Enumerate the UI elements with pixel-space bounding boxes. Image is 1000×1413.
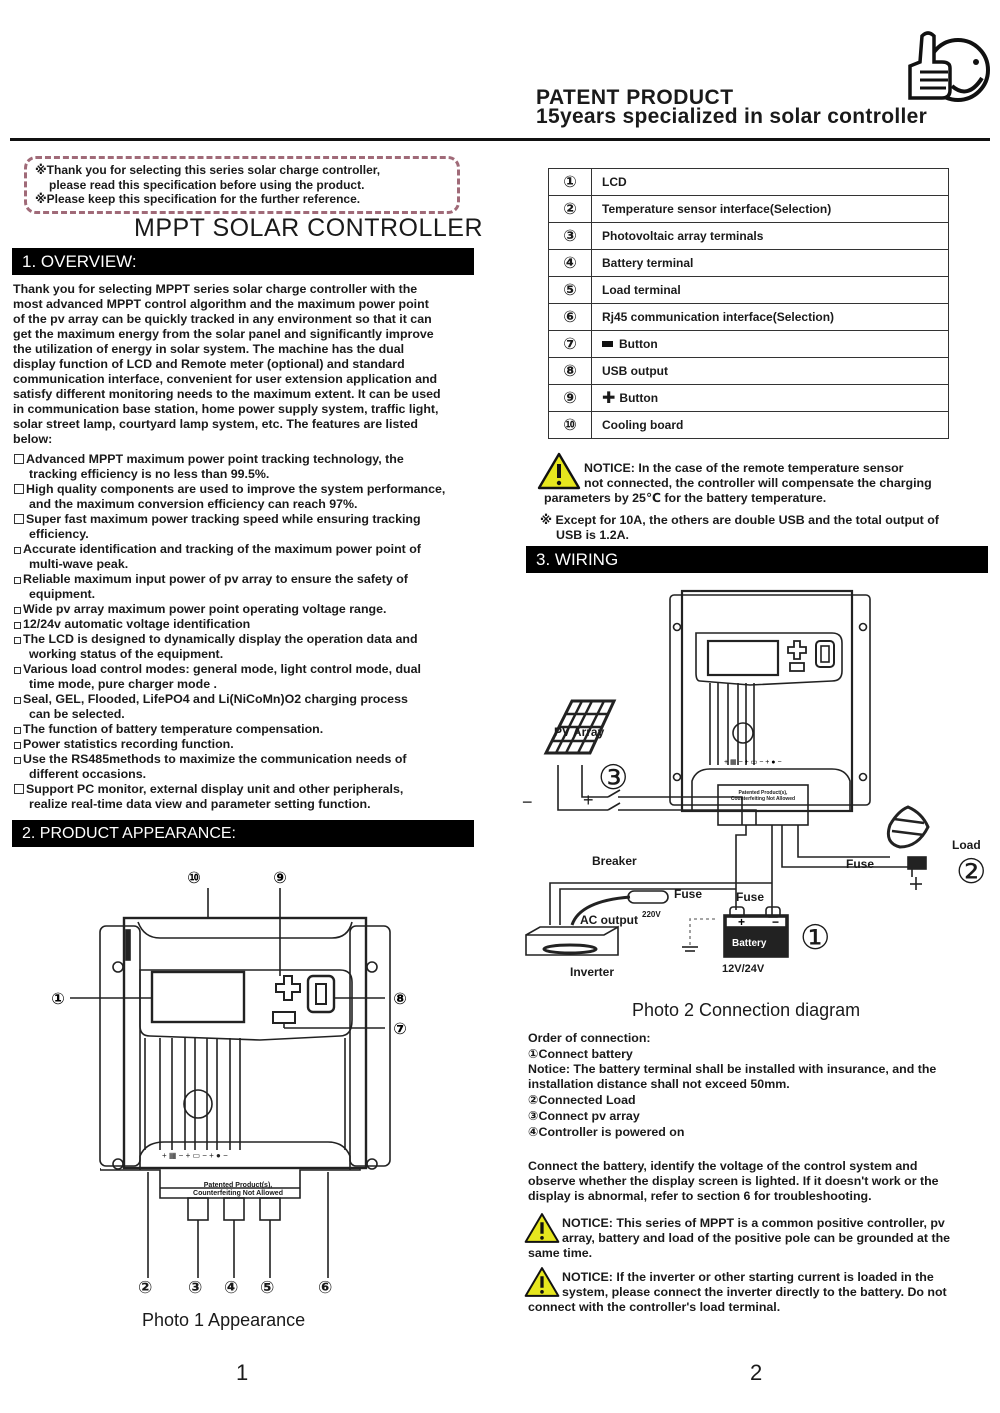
callout-3: ③ (188, 1278, 203, 1297)
part-label: Load terminal (592, 277, 949, 304)
battery-plus-sign: + (738, 915, 746, 929)
feature-list (14, 452, 494, 812)
feature-item (14, 542, 494, 572)
part-label: LCD (592, 169, 949, 196)
section-heading-overview: 1. OVERVIEW: (12, 248, 474, 275)
feature-text: tracking efficiency is no less than 99.5%. (29, 467, 270, 481)
checkbox-square-icon (14, 697, 21, 704)
table-row (549, 385, 949, 412)
notice-line: NOTICE: This series of MPPT is a common positive controller, pv (562, 1216, 945, 1230)
callout-4: ④ (224, 1278, 239, 1297)
page-number-2: 2 (750, 1360, 763, 1385)
callout-5: ⑤ (260, 1278, 275, 1297)
note-line: ※ Except for 10A, the others are double USB and the total output of (540, 513, 939, 527)
feature-item (14, 752, 494, 782)
order-step: ①Connect battery (528, 1047, 633, 1061)
checkbox-square-icon (14, 547, 21, 554)
feature-item (14, 452, 494, 482)
battery-minus-sign: − (772, 915, 780, 929)
feature-text: equipment. (29, 587, 96, 601)
paragraph-line: get the maximum energy from the solar panel and significantly improve (13, 327, 434, 341)
parts-table (548, 168, 949, 439)
table-row (549, 358, 949, 385)
part-label: Battery terminal (592, 250, 949, 277)
paragraph-line: Thank you for selecting MPPT series solar charge controller with the (13, 282, 418, 296)
feature-text: Super fast maximum power tracking speed while ensuring tracking (26, 512, 421, 526)
feature-text: The function of battery temperature compensation. (23, 722, 324, 736)
battery-voltage-label: 12V/24V (722, 963, 765, 975)
notice-line: connect with the controller's load terminal. (528, 1300, 781, 1314)
ac-voltage-label: 220V (642, 910, 661, 919)
usb-note (540, 513, 990, 543)
feature-text: Seal, GEL, Flooded, LifePO4 and Li(NiCoMn)O2 charging process (23, 692, 408, 706)
feature-text: Various load control modes: general mode, light control mode, dual (23, 662, 421, 676)
text-line: display is abnormal, refer to section 6 for troubleshooting. (528, 1189, 872, 1203)
feature-item (14, 617, 494, 632)
feature-text: High quality components are used to improve the system performance, (26, 482, 446, 496)
callout-8: ⑧ (393, 989, 407, 1008)
feature-text: 12/24v automatic voltage identification (23, 617, 251, 631)
part-label-text: Button (619, 391, 659, 405)
part-label: Temperature sensor interface(Selection) (592, 196, 949, 223)
header-subtitle: 15years specialized in solar controller (536, 105, 928, 128)
order-step: ②Connected Load (528, 1093, 636, 1107)
checkbox-square-icon (14, 637, 21, 644)
order-step: ③Connect pv array (528, 1109, 640, 1123)
pv-step-number: ③ (598, 759, 629, 797)
table-row (549, 277, 949, 304)
notice-line: same time. (528, 1246, 593, 1260)
battery-label: Battery (732, 938, 767, 949)
table-row (549, 196, 949, 223)
part-label: Rj45 communication interface(Selection) (592, 304, 949, 331)
part-number: ⑦ (549, 331, 592, 358)
load-label: Load (952, 838, 981, 852)
page-number-1: 1 (236, 1360, 249, 1385)
part-label-text: Button (619, 337, 658, 351)
paragraph-line: satisfy different monitoring needs to the maximum extent. It can be used (13, 387, 441, 401)
ac-output-label: AC output (580, 913, 638, 927)
order-step: ④Controller is powered on (528, 1125, 685, 1139)
feature-text: Accurate identification and tracking of the maximum power point of (23, 542, 421, 556)
paragraph-line: the utilization of energy in solar system. The machine has the dual (13, 342, 405, 356)
paragraph-line: of the pv array can be quickly tracked in any environment so that it can (13, 312, 432, 326)
overview-paragraph (13, 282, 483, 447)
notice-line: system, please connect the inverter directly to the battery. Do not (562, 1285, 947, 1299)
temperature-notice (544, 461, 984, 506)
feature-text: The LCD is designed to dynamically display the operation data and (23, 632, 418, 646)
feature-item (14, 722, 494, 737)
feature-item (14, 632, 494, 662)
pv-minus-sign: − (522, 792, 533, 812)
feature-item (14, 482, 494, 512)
part-number: ③ (549, 223, 592, 250)
feature-item (14, 692, 494, 722)
feature-item (14, 662, 494, 692)
callout-10: ⑩ (187, 868, 201, 887)
part-number: ⑨ (549, 385, 592, 412)
feature-item (14, 737, 494, 752)
feature-text: time mode, pure charger mode . (29, 677, 217, 691)
checkbox-square-icon (14, 757, 21, 764)
intro-notice-box (24, 156, 460, 214)
header-title: PATENT PRODUCT (536, 86, 734, 109)
checkbox-square-icon (14, 577, 21, 584)
feature-text: multi-wave peak. (29, 557, 129, 571)
feature-text: different occasions. (29, 767, 147, 781)
intro-notice-line: ※Thank you for selecting this series solar charge controller, (35, 163, 381, 177)
feature-text: Wide pv array maximum power point operating voltage range. (23, 602, 387, 616)
text-line: observe whether the display screen is lighted. If it doesn't work or the (528, 1174, 939, 1188)
section-heading-wiring: 3. WIRING (526, 546, 988, 573)
intro-notice-line: please read this specification before using the product. (49, 177, 365, 192)
patent-label-line: Patented Product(s), (738, 790, 788, 796)
thumbs-up-smiley-icon (900, 28, 992, 108)
checkbox-square-icon (14, 667, 21, 674)
checkbox-square-icon (14, 742, 21, 749)
feature-text: realize real-time data view and parameter setting function. (29, 797, 371, 811)
part-number: ⑥ (549, 304, 592, 331)
part-number: ① (549, 169, 592, 196)
callout-1: ① (51, 989, 65, 1008)
table-row (549, 304, 949, 331)
fuse-inverter-label: Fuse (674, 887, 703, 901)
callout-7: ⑦ (393, 1019, 407, 1038)
photo1-caption: Photo 1 Appearance (142, 1310, 306, 1330)
photo2-caption: Photo 2 Connection diagram (632, 1000, 861, 1020)
checkbox-square-icon (14, 622, 21, 629)
feature-text: Advanced MPPT maximum power point tracking technology, the (26, 452, 404, 466)
minus-button-icon (602, 341, 613, 347)
part-number: ② (549, 196, 592, 223)
paragraph-line: solar street lamp, courtyard lamp system, etc. The features are listed (13, 417, 418, 431)
patent-label (718, 790, 808, 802)
notice-line: NOTICE: If the inverter or other starting current is loaded in the (562, 1270, 934, 1284)
part-number: ⑩ (549, 412, 592, 439)
table-row (549, 331, 949, 358)
battery-step-number: ① (800, 919, 831, 957)
connection-order (528, 1030, 988, 1140)
fuse-battery-label: Fuse (736, 890, 765, 904)
callout-9: ⑨ (273, 868, 287, 887)
text-line: Connect the battery, identify the voltage of the control system and (528, 1159, 918, 1173)
part-number: ④ (549, 250, 592, 277)
positive-ground-notice (528, 1216, 988, 1261)
paragraph-line: communication interface, convenient for user extension application and (13, 372, 438, 386)
feature-text: Use the RS485methods to maximize the communication needs of (23, 752, 407, 766)
table-row (549, 223, 949, 250)
order-title: Order of connection: (528, 1031, 651, 1045)
checkbox-square-icon (14, 727, 21, 734)
feature-text: Support PC monitor, external display unit and other peripherals, (26, 782, 404, 796)
fuse-load-label: Fuse (846, 857, 875, 871)
feature-text: Power statistics recording function. (23, 737, 234, 751)
checkbox-square-icon (14, 484, 24, 494)
product-appearance-drawing (40, 860, 440, 1170)
pv-array-label: PV Array (554, 725, 605, 739)
inverter-label: Inverter (570, 965, 615, 979)
feature-text: and the maximum conversion efficiency can reach 97%. (29, 497, 358, 511)
breaker-label: Breaker (592, 854, 637, 868)
load-step-number: ② (956, 853, 987, 891)
feature-text: can be selected. (29, 707, 125, 721)
terminal-symbols: + ▦ − + ▭ − + ● − (162, 1151, 228, 1160)
feature-text: Reliable maximum input power of pv array to ensure the safety of (23, 572, 408, 586)
connect-battery-text (528, 1159, 988, 1204)
patent-label (178, 1182, 298, 1198)
order-step-notice: Notice: The battery terminal shall be installed with insurance, and the (528, 1062, 937, 1076)
table-row (549, 412, 949, 439)
pv-plus-sign: + (583, 790, 594, 810)
header-divider (10, 138, 990, 141)
callout-2: ② (138, 1278, 153, 1297)
patent-label-line: Counterfeiting Not Allowed (730, 796, 796, 802)
part-label: Cooling board (592, 412, 949, 439)
notice-line: not connected, the controller will compensate the charging (584, 476, 932, 490)
patent-label-line: Counterfeiting Not Allowed (193, 1190, 283, 1197)
paragraph-line: most advanced MPPT control algorithm and the maximum power point (13, 297, 429, 311)
feature-item (14, 602, 494, 617)
part-number: ⑤ (549, 277, 592, 304)
feature-item (14, 512, 494, 542)
order-step-notice: installation distance shall not exceed 50mm. (528, 1077, 790, 1091)
feature-text: efficiency. (29, 527, 89, 541)
notice-line: NOTICE: In the case of the remote temperature sensor (584, 461, 904, 475)
feature-item (14, 572, 494, 602)
checkbox-square-icon (14, 607, 21, 614)
paragraph-line: below: (13, 432, 53, 446)
table-row (549, 169, 949, 196)
feature-item (14, 782, 494, 812)
patent-label-line: Patented Product(s), (203, 1182, 273, 1189)
part-label (592, 385, 949, 412)
plus-button-icon: ✚ (602, 390, 616, 407)
paragraph-line: in communication base station, home power supply system, traffic light, (13, 402, 439, 416)
part-number: ⑧ (549, 358, 592, 385)
paragraph-line: display function of LCD and Remote meter (optional) and standard (13, 357, 405, 371)
inverter-notice (528, 1270, 988, 1315)
feature-text: working status of the equipment. (29, 647, 224, 661)
intro-notice-line: ※Please keep this specification for the further reference. (35, 192, 361, 206)
terminal-symbols: + ▦ − + ▭ − + ● − (724, 759, 782, 766)
main-title: MPPT SOLAR CONTROLLER (134, 214, 484, 242)
section-heading-appearance: 2. PRODUCT APPEARANCE: (12, 820, 474, 847)
notice-line: array, battery and load of the positive pole can be grounded at the (562, 1231, 951, 1245)
checkbox-square-icon (14, 784, 24, 794)
table-row (549, 250, 949, 277)
checkbox-square-icon (14, 514, 24, 524)
callout-6: ⑥ (318, 1278, 333, 1297)
checkbox-square-icon (14, 454, 24, 464)
notice-line: parameters by 25℃ for the battery temperature. (544, 491, 827, 505)
part-label: USB output (592, 358, 949, 385)
part-label: Photovoltaic array terminals (592, 223, 949, 250)
part-label (592, 331, 949, 358)
note-line: USB is 1.2A. (556, 528, 629, 542)
